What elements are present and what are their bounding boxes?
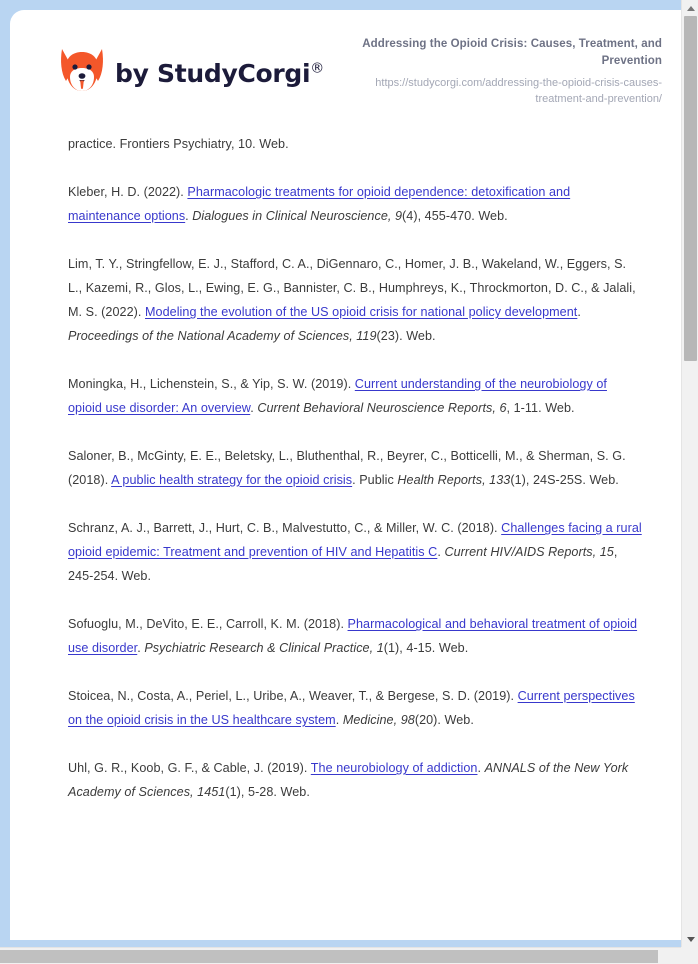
ref-moningka-2019 [68,372,642,420]
reference-source-italic: ANNALS of the New York Academy of Sciences, 1451 [68,761,629,799]
triangle-up-icon [687,6,695,11]
ref-lim-2022 [68,252,642,348]
ref-schranz-2018 [68,516,642,588]
vertical-scrollbar[interactable] [681,0,698,947]
ref-saloner-2018 [68,444,642,492]
studycorgi-brand [59,47,324,99]
ref-stoicea-2019 [68,684,642,732]
reference-source-italic: Current HIV/AIDS Reports, 15 [444,545,614,559]
horizontal-scrollbar[interactable] [0,947,698,964]
reference-text: . [577,305,581,319]
reference-source-italic: Medicine, 98 [342,713,415,727]
reference-text: practice. [68,137,120,151]
page-title: Addressing the Opioid Crisis: Causes, Treatment, and Prevention [362,38,662,67]
reference-text: . [477,761,485,775]
reference-text: , 245-254. Web. [68,545,618,583]
reference-text: . [250,401,258,415]
reference-text: . [335,713,343,727]
scroll-up-button[interactable] [682,0,698,16]
reference-text: (1), 5-28. Web. [225,785,310,799]
header-meta [342,36,662,107]
reference-text: Moningka, H., Lichenstein, S., & Yip, S. W. (2019). [68,377,355,391]
page-url[interactable]: https://studycorgi.com/addressing-the-opioid-crisis-causes-treatment-and-prevention/ [375,76,662,106]
reference-link[interactable]: Current understanding of the neurobiology of opioid use disorder: An overview [68,377,607,415]
reference-text: Schranz, A. J., Barrett, J., Hurt, C. B., Malvestutto, C., & Miller, W. C. (2018). [68,521,502,535]
ref-continued-frontiers [68,132,642,156]
reference-source-italic: Current Behavioral Neuroscience Reports, 6 [257,401,507,415]
reference-source-italic: Health Reports, 133 [397,473,511,487]
scroll-down-button[interactable] [682,931,698,947]
reference-text: Kleber, H. D. (2022). [68,185,188,199]
reference-text: . [437,545,445,559]
reference-text: (23). Web. [376,329,436,343]
ref-uhl-2019 [68,756,642,804]
document-page [10,10,682,940]
reference-link[interactable]: The neurobiology of addiction [310,761,478,775]
reference-text: (1), 24S-25S. Web. [510,473,619,487]
vertical-scrollbar-thumb[interactable] [684,16,697,361]
reference-link[interactable]: Pharmacologic treatments for opioid dependence: detoxification and maintenance options [68,185,571,223]
horizontal-scrollbar-thumb[interactable] [0,950,658,963]
brand-name: by StudyCorgi [115,58,311,88]
reference-text: Lim, T. Y., Stringfellow, E. J., Stafford, C. A., DiGennaro, C., Homer, J. B., Wakeland, W., Eggers, S. L., Kazemi, R., Glos, L., Ewing, E. G., Bannister, C. B., Humphreys, K., Throckmorton, D. C., & Jalali, M. S. (2022). [68,257,636,319]
reference-link[interactable]: Pharmacological and behavioral treatment of opioid use disorder [68,617,638,655]
triangle-down-icon [687,937,695,942]
reference-source-italic: Proceedings of the National Academy of Sciences, 119 [68,329,377,343]
registered-trademark-icon: ® [310,60,324,77]
reference-text: . [137,641,145,655]
scrollbar-corner [681,947,698,964]
reference-text: . [185,209,193,223]
reference-link[interactable]: Challenges facing a rural opioid epidemic: Treatment and prevention of HIV and Hepatitis C [68,521,642,559]
reference-list [10,132,682,804]
ref-kleber-2022 [68,180,642,228]
reference-source-italic: Psychiatric Research & Clinical Practice, 1 [144,641,384,655]
reference-text: . Web. [252,137,289,151]
reference-text: , 1-11. Web. [506,401,575,415]
reference-text: . Public [352,473,398,487]
reference-text: Saloner, B., McGinty, E. E., Beletsky, L., Bluthenthal, R., Beyrer, C., Botticelli, M., & Sherman, S. G. (2018). [68,449,626,487]
reference-text: Frontiers Psychiatry, 10 [119,137,253,151]
brand-wordmark [115,59,324,88]
reference-text: (4), 455-470. Web. [402,209,508,223]
ref-sofuoglu-2018 [68,612,642,660]
reference-text: (1), 4-15. Web. [383,641,469,655]
reference-text: (20). Web. [414,713,474,727]
reference-link[interactable]: A public health strategy for the opioid crisis [111,473,353,487]
document-header [10,10,682,132]
reference-link[interactable]: Current perspectives on the opioid crisis in the US healthcare system [68,689,635,727]
reference-text: Stoicea, N., Costa, A., Periel, L., Uribe, A., Weaver, T., & Bergese, S. D. (2019). [68,689,518,703]
reference-source-italic: Dialogues in Clinical Neuroscience, 9 [192,209,403,223]
reference-link[interactable]: Modeling the evolution of the US opioid crisis for national policy development [145,305,578,319]
corgi-face-icon [59,47,105,99]
reference-text: Sofuoglu, M., DeVito, E. E., Carroll, K. M. (2018). [68,617,348,631]
reference-text: Uhl, G. R., Koob, G. F., & Cable, J. (2019). [68,761,311,775]
